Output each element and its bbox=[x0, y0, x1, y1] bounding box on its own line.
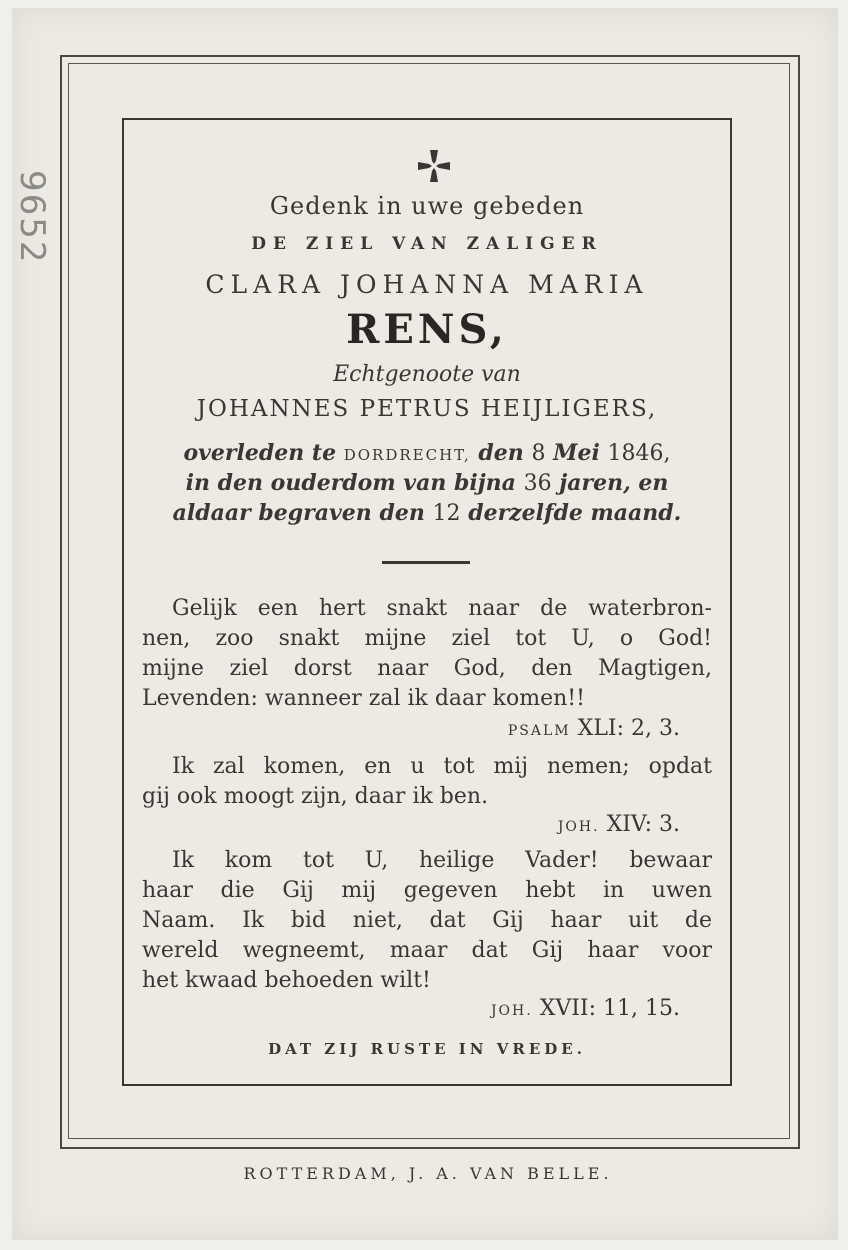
verse-line: Naam. Ik bid niet, dat Gij haar uit de bbox=[142, 908, 712, 933]
intro-line: Gedenk in uwe gebeden bbox=[269, 192, 585, 220]
printer-imprint: ROTTERDAM, J. A. VAN BELLE. bbox=[243, 1164, 613, 1183]
burial-line bbox=[122, 500, 732, 526]
verse-line: gij ook moogt zijn, daar ik ben. bbox=[142, 784, 489, 809]
ref-book: JOH. bbox=[557, 819, 600, 835]
ref-book: PSALM bbox=[507, 723, 571, 739]
buried-day: 12 bbox=[432, 501, 461, 526]
spouse-name: JOHANNES PETRUS HEIJLIGERS, bbox=[196, 396, 658, 422]
verse-line: nen, zoo snakt mijne ziel tot U, o God! bbox=[142, 626, 712, 651]
died-den: den bbox=[478, 440, 524, 466]
age-suffix: jaren, en bbox=[559, 470, 669, 496]
surname: RENS, bbox=[346, 306, 508, 353]
verse-line: Levenden: wanneer zal ik daar komen!! bbox=[142, 686, 585, 711]
died-year: 1846, bbox=[607, 441, 671, 466]
verse-line: Ik kom tot U, heilige Vader! bewaar bbox=[172, 848, 712, 873]
cross-icon bbox=[416, 148, 452, 184]
verse-line: mijne ziel dorst naar God, den Magtigen, bbox=[142, 656, 712, 681]
verse-reference bbox=[120, 812, 680, 837]
spouse-intro: Echtgenoote van bbox=[333, 362, 521, 387]
verse-line: wereld wegneemt, maar dat Gij haar voor bbox=[142, 938, 712, 963]
divider-rule bbox=[382, 561, 470, 564]
age-line bbox=[122, 470, 732, 496]
ref-chapter: XVII: 11, 15. bbox=[539, 996, 680, 1021]
given-names: CLARA JOHANNA MARIA bbox=[205, 270, 649, 299]
soul-of-line: DE ZIEL VAN ZALIGER bbox=[251, 234, 603, 254]
verse-line: Gelijk een hert snakt naar de waterbron- bbox=[172, 596, 712, 621]
died-place: DORDRECHT, bbox=[343, 446, 471, 464]
died-month: Mei bbox=[553, 440, 600, 466]
verse-line: Ik zal komen, en u tot mij nemen; opdat bbox=[172, 754, 712, 779]
death-line bbox=[122, 440, 732, 466]
verse-reference bbox=[120, 996, 680, 1021]
verse-line: haar die Gij mij gegeven hebt in uwen bbox=[142, 878, 712, 903]
buried-suffix: derzelfde maand. bbox=[468, 500, 682, 526]
age-years: 36 bbox=[523, 471, 552, 496]
verse-psalm bbox=[142, 594, 712, 714]
ref-chapter: XIV: 3. bbox=[606, 812, 680, 837]
archive-number: 9652 bbox=[12, 170, 52, 265]
verse-reference bbox=[120, 716, 680, 741]
buried-prefix: aldaar begraven den bbox=[172, 500, 425, 526]
closing-line: DAT ZIJ RUSTE IN VREDE. bbox=[268, 1040, 586, 1058]
died-day: 8 bbox=[531, 441, 546, 466]
verse-line: het kwaad behoeden wilt! bbox=[142, 968, 431, 993]
age-prefix: in den ouderdom van bijna bbox=[185, 470, 516, 496]
died-prefix: overleden te bbox=[183, 440, 337, 466]
verse-john-17 bbox=[142, 846, 712, 996]
verse-john-14 bbox=[142, 752, 712, 812]
ref-book: JOH. bbox=[490, 1003, 533, 1019]
ref-chapter: XLI: 2, 3. bbox=[577, 716, 680, 741]
